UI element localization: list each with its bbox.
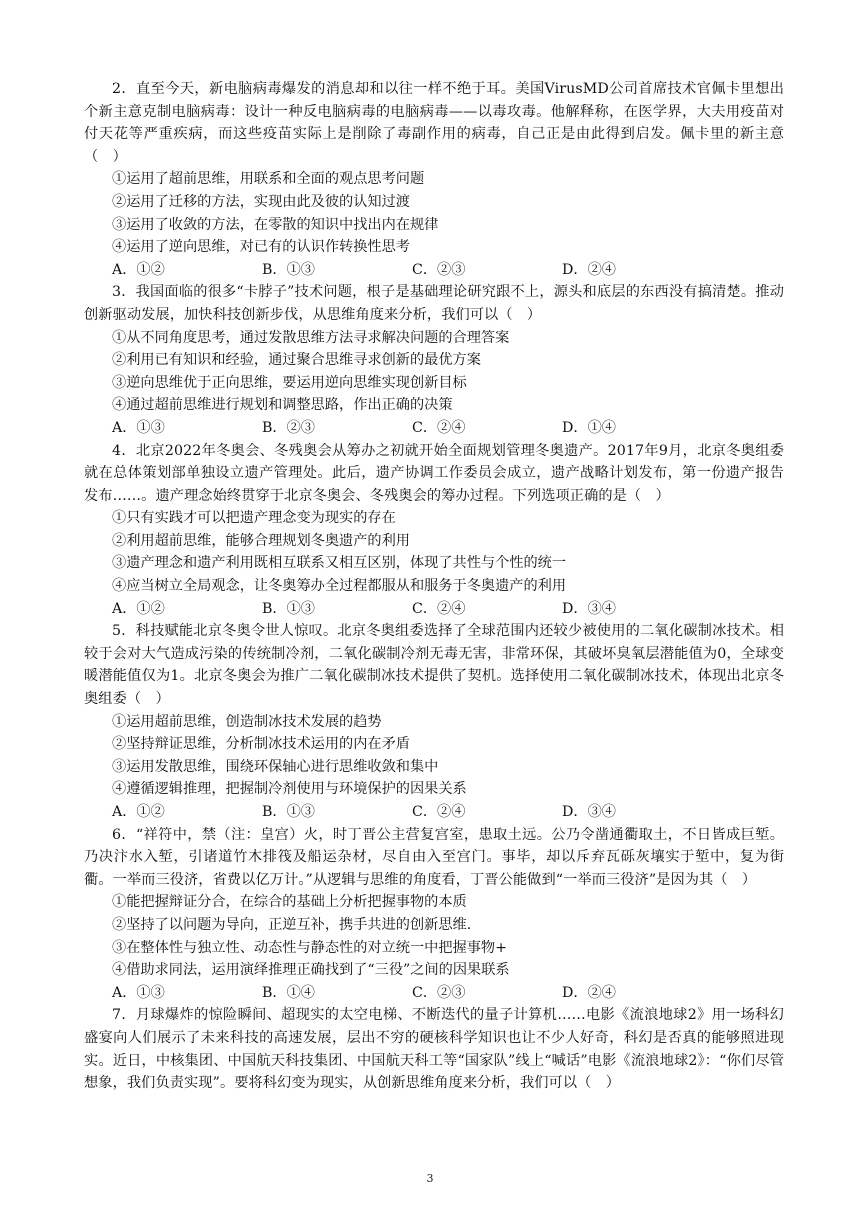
choice-c: C．②④ xyxy=(412,804,466,820)
question-3-choices xyxy=(84,417,784,440)
question-6-stem: 6．“祥符中，禁（注：皇宫）火，时丁晋公主营复宫室，患取土远。公乃令凿通衢取土，不日皆成巨堑。乃决汴水入堑，引诸道竹木排筏及船运杂材，尽自由入至宫门。事毕，却以斥弃瓦砾灰壤实于堑中，复为街衢。一举而三役济，省费以亿万计。”从逻辑与思维的角度看，丁晋公能做到“一举而三役济”是因为其（ ） xyxy=(84,826,784,888)
question-2-option-1: ①运用了超前思维，用联系和全面的观点思考问题 xyxy=(112,171,425,188)
choice-b: B．①③ xyxy=(262,261,315,278)
choice-d: D．③④ xyxy=(562,804,616,820)
choice-a: A．①② xyxy=(112,804,165,820)
question-7-stem: 7．月球爆炸的惊险瞬间、超现实的太空电梯、不断迭代的量子计算机……电影《流浪地球2》用一场科幻盛宴向人们展示了未来科技的高速发展，层出不穷的硬核科学知识也让不少人好奇，科幻是否真的能够照进现实。近日，中核集团、中国航天科技集团、中国航天科工等“国家队”线上“喊话”电影《流浪地球2》：“你们尽管想象，我们负责实现”。要将科幻变为现实，从创新思维角度来分析，我们可以（ ） xyxy=(84,1007,784,1092)
question-3-option-3: ③逆向思维优于正向思维，要运用逆向思维实现创新目标 xyxy=(112,374,467,391)
question-2-stem: 2．直至今天，新电脑病毒爆发的消息却和以往一样不绝于耳。美国VirusMD公司首席技术官佩卡里想出个新主意克制电脑病毒：设计一种反电脑病毒的电脑病毒——以毒攻毒。他解释称，在医学界，大夫用疫苗对付天花等严重疾病，而这些疫苗实际上是削除了毒副作用的病毒，自己正是由此得到启发。佩卡里的新主意（ ） xyxy=(84,81,784,165)
question-5-option-3: ③运用发散思维，围绕环保轴心进行思维收敛和集中 xyxy=(112,758,439,775)
question-4-stem: 4．北京2022年冬奥会、冬残奥会从筹办之初就开始全面规划管理冬奥遗产。2017年9月，北京冬奥组委就在总体策划部单独设立遗产管理处。此后，遗产协调工作委员会成立，遗产战略计划发布，第一份遗产报告发布……。遗产理念始终贯穿于北京冬奥会、冬残奥会的筹办过程。下列选项正确的是（ ） xyxy=(84,442,784,504)
question-2-option-3: ③运用了收敛的方法，在零散的知识中找出内在规律 xyxy=(112,216,439,233)
choice-b: B．①③ xyxy=(262,804,315,820)
question-6-option-1: ①能把握辩证分合，在综合的基础上分析把握事物的本质 xyxy=(112,894,467,911)
choice-c: C．②④ xyxy=(412,419,466,436)
choice-c: C．②③ xyxy=(412,261,466,278)
choice-c: C．②④ xyxy=(412,600,466,617)
choice-b: B．①④ xyxy=(262,984,315,1001)
question-3-stem: 3．我国面临的很多“卡脖子”技术问题，根子是基础理论研究跟不上，源头和底层的东西没有搞清楚。推动创新驱动发展，加快科技创新步伐，从思维角度来分析，我们可以（ ） xyxy=(84,284,784,323)
question-6-option-4: ④借助求同法，运用演绎推理正确找到了“三役”之间的因果联系 xyxy=(112,962,510,979)
question-5-stem: 5．科技赋能北京冬奥令世人惊叹。北京冬奥组委选择了全球范围内还较少被使用的二氧化碳制冰技术。相较于会对大气造成污染的传统制冷剂，二氧化碳制冷剂无毒无害，非常环保，其破坏臭氧层潜能值为0，全球变暖潜能值仅为1。北京冬奥会为推广二氧化碳制冰技术提供了契机。选择使用二氧化碳制冰技术，体现出北京冬奥组委（ ） xyxy=(84,623,784,708)
question-5-option-2: ②坚持辩证思维，分析制冰技术运用的内在矛盾 xyxy=(112,736,410,753)
question-2-option-4: ④运用了逆向思维，对已有的认识作转换性思考 xyxy=(112,239,410,256)
question-3-option-4: ④通过超前思维进行规划和调整思路，作出正确的决策 xyxy=(112,397,453,414)
question-4-option-1: ①只有实践才可以把遗产理念变为现实的存在 xyxy=(112,510,396,527)
question-2-choices xyxy=(84,259,784,282)
question-3-option-2: ②利用已有知识和经验，通过聚合思维寻求创新的最优方案 xyxy=(112,352,481,369)
choice-b: B．①③ xyxy=(262,600,315,617)
choice-d: D．③④ xyxy=(562,600,616,617)
choice-a: A．①③ xyxy=(112,419,165,436)
question-6-option-2: ②坚持了以问题为导向，正逆互补，携手共进的创新思维. xyxy=(112,916,472,933)
choice-d: D．①④ xyxy=(562,419,616,436)
page-number: 3 xyxy=(426,1172,434,1185)
choice-d: D．②④ xyxy=(562,984,616,1001)
question-5-choices xyxy=(84,801,784,824)
question-5-option-4: ④遵循逻辑推理，把握制冷剂使用与环境保护的因果关系 xyxy=(112,781,467,798)
choice-a: A．①② xyxy=(112,261,165,278)
question-4-choices xyxy=(84,598,784,621)
question-6-choices xyxy=(84,982,784,1005)
question-5-option-1: ①运用超前思维，创造制冰技术发展的趋势 xyxy=(112,713,382,730)
question-4-option-4: ④应当树立全局观念，让冬奥筹办全过程都服从和服务于冬奥遗产的利用 xyxy=(112,578,567,595)
question-6-option-3: ③在整体性与独立性、动态性与静态性的对立统一中把握事物+ xyxy=(112,939,507,956)
choice-c: C．②③ xyxy=(412,984,466,1001)
choice-a: A．①③ xyxy=(112,984,165,1001)
question-4-option-2: ②利用超前思维，能够合理规划冬奥遗产的利用 xyxy=(112,532,410,549)
choice-a: A．①② xyxy=(112,600,165,617)
question-4-option-3: ③遗产理念和遗产利用既相互联系又相互区别，体现了共性与个性的统一 xyxy=(112,555,567,572)
question-3-option-1: ①从不同角度思考，通过发散思维方法寻求解决问题的合理答案 xyxy=(112,329,510,346)
choice-b: B．②③ xyxy=(262,419,315,436)
question-page xyxy=(84,78,784,1095)
choice-d: D．②④ xyxy=(562,261,616,278)
question-2-option-2: ②运用了迁移的方法，实现由此及彼的认知过渡 xyxy=(112,193,410,210)
